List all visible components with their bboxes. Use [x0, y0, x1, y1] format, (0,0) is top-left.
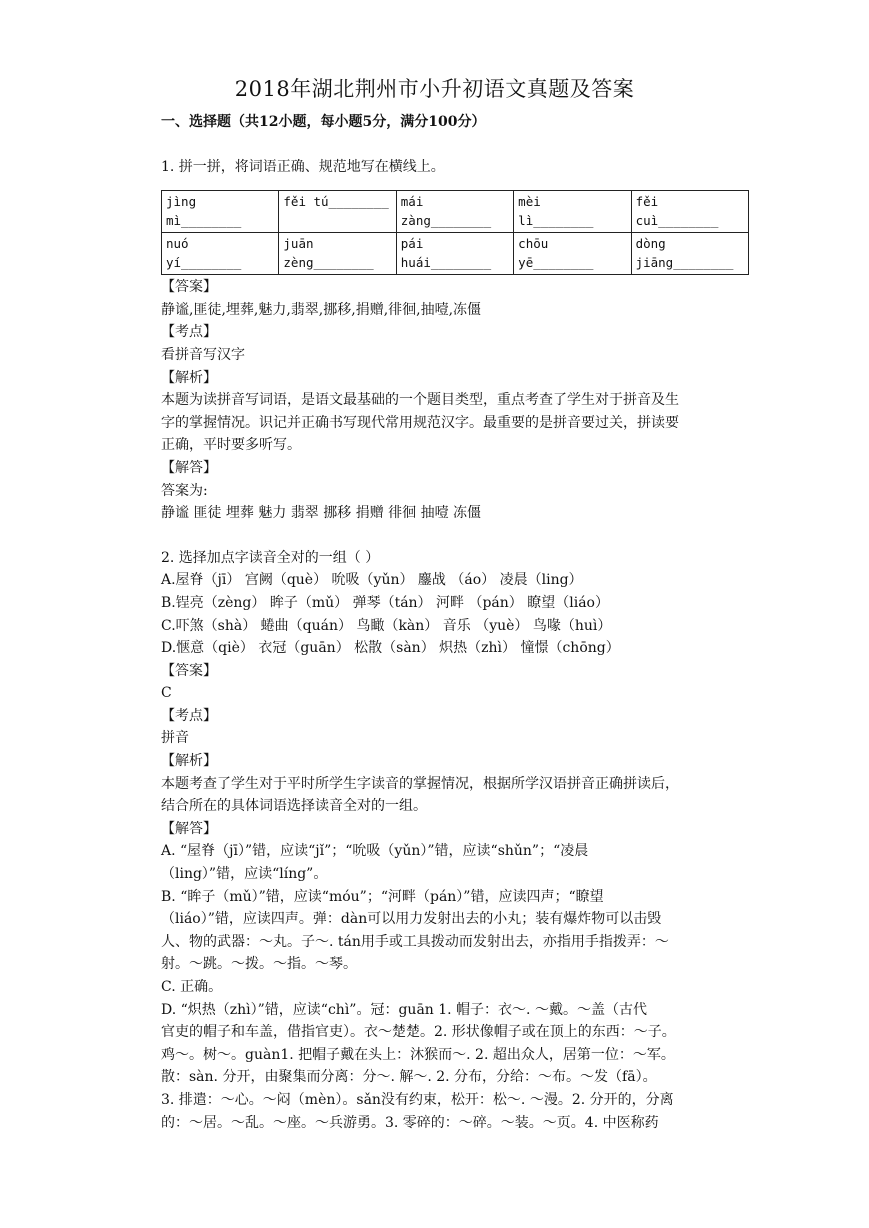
jiexi-label: 【解析】	[161, 753, 217, 770]
jieda-line: （liáo）”错，应读四声。弹：dàn可以用力发射出去的小丸；装有爆炸物可以击毁	[161, 911, 662, 928]
jieda-line: A. “屋脊（jī）”错，应读“jǐ”；“吮吸（yǔn）”错，应读“shǔn”；“凌晨	[161, 843, 589, 860]
table-row	[162, 233, 749, 275]
pinyin-line: mái	[400, 194, 424, 210]
option-a: A.屋脊（jī） 宫阙（què） 吮吸（yǔn） 鏖战 （áo） 凌晨（ling）	[161, 572, 583, 589]
table-cell	[631, 191, 748, 233]
jieda-line: C. 正确。	[161, 979, 223, 995]
jieda-line: 鸡～。树～。guàn1. 把帽子戴在头上：沐猴而～. 2. 超出众人，居第一位：～军。	[161, 1046, 675, 1063]
jieda-line: B. “眸子（mǔ）”错，应读“móu”；“河畔（pán）”错，应读四声；“瞭望	[161, 888, 604, 905]
table-row	[162, 191, 749, 233]
jieda-line: 射。～跳。～拨。～指。～琴。	[161, 956, 357, 973]
option-b: B.锃亮（zèng） 眸子（mǔ） 弹琴（tán） 河畔 （pán） 瞭望（liáo）	[161, 594, 609, 611]
answer-text: 静谧,匪徒,埋葬,魅力,翡翠,挪移,捐赠,徘徊,抽噎,冻僵	[161, 301, 482, 318]
table-cell	[396, 191, 513, 233]
table-cell	[514, 191, 631, 233]
table-cell	[279, 233, 396, 275]
pinyin-line: pái	[400, 236, 424, 252]
kaodian-label: 【考点】	[161, 707, 217, 724]
jiexi-line: 本题为读拼音写词语，是语文最基础的一个题目类型，重点考查了学生对于拼音及生	[161, 392, 679, 409]
jiexi-label: 【解析】	[161, 369, 217, 386]
pinyin-line: yí________	[166, 255, 242, 271]
pinyin-line: huái________	[400, 255, 492, 271]
option-c: C.吓煞（shà） 蜷曲（quán） 鸟瞰（kàn） 音乐 （yuè） 鸟喙（huì）	[161, 617, 612, 634]
table-cell	[514, 233, 631, 275]
jiexi-line: 字的掌握情况。识记并正确书写现代常用规范汉字。最重要的是拼音要过关，拼读要	[161, 414, 679, 431]
page-title: 2018年湖北荆州市小升初语文真题及答案	[234, 77, 635, 101]
jiexi-line: 本题考查了学生对于平时所学生字读音的掌握情况，根据所学汉语拼音正确拼读后，	[161, 775, 679, 792]
table-cell	[162, 191, 279, 233]
jiexi-line: 结合所在的具体词语选择读音全对的一组。	[161, 798, 427, 815]
jieda-label: 【解答】	[161, 459, 217, 476]
jieda-line: （ling）”错，应读“líng”。	[161, 866, 328, 883]
pinyin-line: nuó	[166, 236, 189, 252]
pinyin-line: juān	[283, 236, 314, 252]
option-d: D.惬意（qiè） 衣冠（guān） 松散（sàn） 炽热（zhì） 憧憬（chōng）	[161, 640, 620, 657]
answer-text: C	[161, 685, 172, 702]
pinyin-table	[161, 190, 749, 275]
answer-label: 【答案】	[161, 279, 217, 296]
pinyin-line: jiāng________	[635, 255, 734, 271]
jieda-label: 【解答】	[161, 820, 217, 837]
jiexi-line: 正确，平时要多听写。	[161, 437, 301, 454]
kaodian-text: 看拼音写汉字	[161, 346, 245, 363]
section-heading: 一、选择题（共12小题，每小题5分，满分100分）	[161, 114, 486, 130]
kaodian-label: 【考点】	[161, 324, 217, 341]
table-cell	[396, 233, 513, 275]
question-2: 2. 选择加点字读音全对的一组（ ）	[161, 549, 380, 566]
kaodian-text: 拼音	[161, 730, 189, 747]
pinyin-line: mì________	[166, 213, 242, 229]
pinyin-line: zàng________	[400, 213, 492, 229]
jieda-line: 3. 排遣：～心。～闷（mèn）。sǎn没有约束，松开：松～. ～漫。2. 分开的，分离	[161, 1091, 674, 1108]
jieda-line: 散：sàn. 分开，由聚集而分离：分～. 解～. 2. 分布，分给：～布。～发（fā）。	[161, 1069, 657, 1086]
jieda-line: 人、物的武器：～丸。子～. tán用手或工具拨动而发射出去，亦指用手指拨弄：～	[161, 933, 669, 950]
pinyin-line: yē________	[518, 255, 594, 271]
pinyin-line: mèi	[518, 194, 541, 210]
pinyin-line: fěi cuì________	[635, 194, 719, 229]
pinyin-line: jìng	[166, 194, 197, 210]
question-1: 1. 拼一拼，将词语正确、规范地写在横线上。	[161, 158, 445, 175]
jieda-line: 官吏的帽子和车盖，借指官吏）。衣～楚楚。2. 形状像帽子或在顶上的东西：～子。	[161, 1024, 676, 1041]
answer-label: 【答案】	[161, 662, 217, 679]
pinyin-line: lì________	[518, 213, 594, 229]
table-cell	[631, 233, 748, 275]
document-body	[161, 111, 751, 1134]
jieda-line: 的：～居。～乱。～座。～兵游勇。3. 零碎的：～碎。～装。～页。4. 中医称药	[161, 1114, 659, 1131]
pinyin-line: dòng	[635, 236, 666, 252]
table-cell	[279, 191, 396, 233]
jieda-line: 答案为:	[161, 482, 208, 499]
pinyin-line: zèng________	[283, 255, 374, 271]
pinyin-line: chōu	[518, 236, 549, 252]
jieda-line: D. “炽热（zhì）”错，应读“chì”。冠：guān 1. 帽子：衣～. ～戴。～盖（古代	[161, 1001, 647, 1018]
jieda-line: 静谧 匪徒 埋葬 魅力 翡翠 挪移 捐赠 徘徊 抽噎 冻僵	[161, 505, 482, 522]
table-cell	[162, 233, 279, 275]
pinyin-line: fěi tú________	[283, 194, 389, 210]
